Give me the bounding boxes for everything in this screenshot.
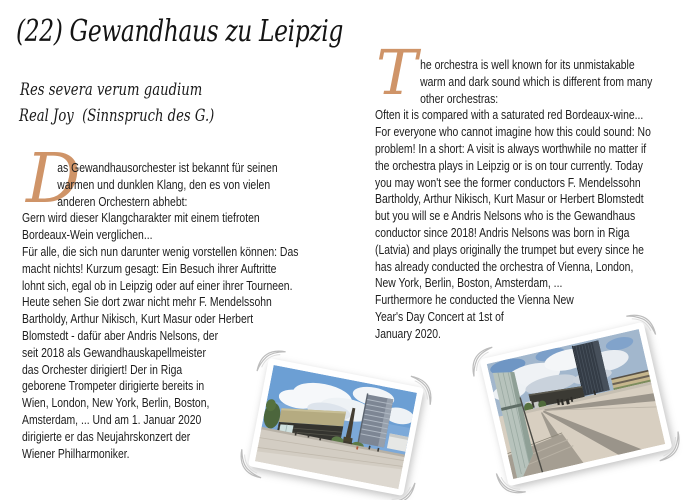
photo-left-augustusplatz — [248, 358, 424, 496]
motto-latin: Res severa verum gaudium — [20, 80, 203, 99]
text-line: Bartholdy, Arthur Nikisch, Kurt Masur or Herbert Blomstedt — [375, 192, 644, 207]
text-line: but you will se e Andris Nelsons who is the Gewandhaus — [375, 209, 636, 224]
text-line: anderen Orchestern abhebt: — [57, 194, 188, 209]
text-line: das Orchester dirigiert! Der in Riga — [22, 362, 183, 377]
text-line: conductor since 2018! Andris Nelsons was born in Riga — [375, 225, 630, 240]
photo-right-augustusplatz — [480, 322, 673, 486]
page-title: (22) Gewandhaus zu Leipzig — [16, 14, 343, 49]
corner-curl-icon — [403, 373, 438, 408]
text-line: seit 2018 als Gewandhauskapellmeister — [22, 345, 206, 360]
text-line: Amsterdam, ... Und am 1. Januar 2020 — [22, 412, 202, 427]
text-line: Bartholdy, Arthur Nikisch, Kurt Masur oder Herbert — [22, 312, 254, 327]
photo-left-illustration — [255, 365, 417, 489]
text-line: you may won't see the former conductors F. Mendelssohn — [375, 175, 641, 190]
text-line: Blomstedt - dafür aber Andris Nelsons, der — [22, 328, 219, 343]
text-line: For everyone who cannot imagine how this could sound: No — [375, 125, 651, 140]
text-line: Often it is compared with a saturated red Bordeaux-wine... — [375, 108, 644, 123]
motto-english: Real Joy (Sinnspruch des G.) — [19, 106, 215, 125]
corner-curl-icon — [234, 446, 269, 481]
text-line: Bordeaux-Wein verglichen... — [22, 228, 153, 243]
photo-right-illustration — [487, 329, 666, 479]
text-line: as Gewandhausorchester ist bekannt für seinen — [57, 161, 278, 175]
text-line: lohnt sich, egal ob in Leipzig oder auf einer ihrer Tourneen. — [22, 278, 293, 293]
text-line: the orchestra plays in Leipzig or is on tour currently. Today — [375, 158, 643, 173]
text-line: warmen und dunklen Klang, den es von vielen — [57, 177, 271, 192]
text-line: warm and dark sound which is different from many — [420, 74, 653, 89]
text-line: problem! In a short: A visit is always worthwhile no matter if — [375, 141, 647, 156]
text-line: Furthermore he conducted the Vienna New — [375, 293, 574, 308]
drop-cap-t: T — [376, 36, 418, 109]
corner-curl-icon — [383, 475, 418, 500]
text-line: (Latvia) and plays originally the trumpet but every since he — [375, 242, 644, 257]
text-line: Wien, London, New York, Berlin, Boston, — [22, 396, 210, 411]
text-line: other orchestras: — [420, 91, 499, 106]
text-line: dirigierte er das Neujahrskonzert der — [22, 429, 191, 444]
corner-curl-icon — [651, 428, 687, 464]
text-line: New York, Berlin, Boston, Amsterdam, ... — [375, 276, 563, 291]
text-line: Heute sehen Sie dort zwar nicht mehr F. Mendelssohn — [22, 295, 272, 310]
text-line: Year's Day Concert at 1st of — [375, 309, 504, 324]
text-line: Wiener Philharmoniker. — [22, 446, 130, 461]
drop-cap-d: D — [26, 140, 81, 219]
english-paragraph-lines — [375, 57, 652, 343]
text-line: macht nichts! Kurzum gesagt: Ein Besuch ihrer Auftritte — [22, 261, 277, 276]
text-line: Gern wird dieser Klangcharakter mit einem tiefroten — [22, 211, 260, 226]
text-line: January 2020. — [375, 326, 441, 341]
text-line: Für alle, die sich nun darunter wenig vorstellen können: Das — [22, 244, 299, 259]
text-line: he orchestra is well known for its unmistakable — [420, 58, 635, 72]
corner-curl-icon — [493, 465, 529, 500]
text-line: geborene Trompeter dirigierte bereits in — [22, 379, 205, 394]
corner-curl-icon — [254, 344, 289, 379]
text-line: has already conducted the orchestra of Vienna, London, — [375, 259, 634, 274]
english-paragraph — [375, 57, 700, 343]
